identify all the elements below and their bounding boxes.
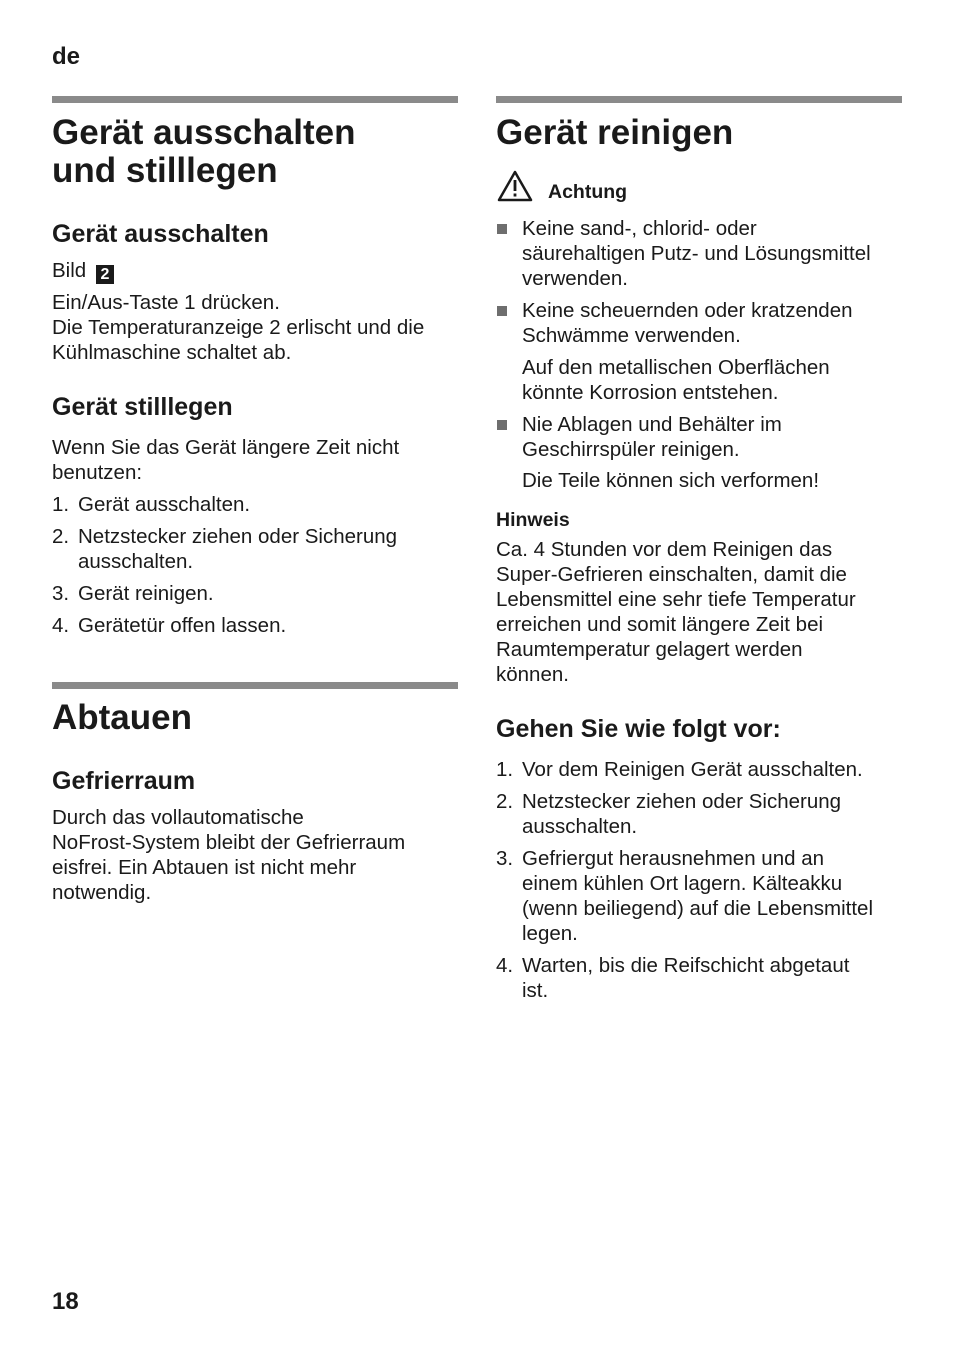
hint-text-line: erreichen und somit längere Zeit bei (496, 613, 824, 636)
body-text-line: Kühlmaschine schaltet ab. (52, 341, 292, 364)
list-item: legen. (522, 922, 578, 945)
section-title: Gerät reinigen (496, 113, 734, 152)
list-number: 3. (496, 847, 514, 870)
bullet-square-icon (497, 420, 507, 430)
hint-text-line: Lebensmittel eine sehr tiefe Temperatur (496, 588, 856, 611)
hint-text-line: Super-Gefrieren einschalten, damit die (496, 563, 847, 586)
section-rule (52, 96, 458, 103)
list-item: Gefriergut herausnehmen und an (522, 847, 825, 870)
body-text-line: Ein/Aus-Taste 1 drücken. (52, 291, 280, 314)
warning-triangle-icon (497, 170, 533, 202)
warning-label: Achtung (548, 181, 628, 203)
list-number: 4. (52, 614, 70, 637)
warning-item-line: Schwämme verwenden. (522, 324, 741, 347)
list-item: ausschalten. (78, 550, 194, 573)
section-title-line1: Gerät ausschalten (52, 113, 356, 152)
figure-reference (52, 258, 114, 284)
hint-label: Hinweis (496, 509, 570, 531)
body-text-line: eisfrei. Ein Abtauen ist nicht mehr (52, 856, 357, 879)
language-code: de (52, 43, 81, 70)
bullet-square-icon (497, 306, 507, 316)
list-number: 1. (496, 758, 514, 781)
list-number: 2. (52, 525, 70, 548)
list-item: Netzstecker ziehen oder Sicherung (522, 790, 842, 813)
warning-item-line: Nie Ablagen und Behälter im (522, 413, 782, 436)
warning-item-line: Keine scheuernden oder kratzenden (522, 299, 853, 322)
list-item: Gerätetür offen lassen. (78, 614, 287, 637)
subsection-heading: Gerät stilllegen (52, 393, 233, 421)
list-item: Gerät reinigen. (78, 582, 214, 605)
body-text-line: Durch das vollautomatische (52, 806, 304, 829)
list-item: einem kühlen Ort lagern. Kälteakku (522, 872, 843, 895)
body-text-line: Wenn Sie das Gerät längere Zeit nicht (52, 436, 400, 459)
warning-item-note: Die Teile können sich verformen! (522, 469, 820, 492)
list-number: 4. (496, 954, 514, 977)
list-item: Gerät ausschalten. (78, 493, 251, 516)
section-title-line2: und stilllegen (52, 151, 278, 190)
section-title: Abtauen (52, 698, 192, 737)
hint-text-line: können. (496, 663, 569, 686)
subsection-heading: Gehen Sie wie folgt vor: (496, 715, 781, 743)
list-number: 3. (52, 582, 70, 605)
body-text-line: NoFrost-System bleibt der Gefrierraum (52, 831, 406, 854)
bullet-square-icon (497, 224, 507, 234)
list-item: ausschalten. (522, 815, 638, 838)
subsection-heading: Gefrierraum (52, 767, 196, 795)
figure-ref-label: Bild (52, 259, 87, 282)
hint-text-line: Raumtemperatur gelagert werden (496, 638, 803, 661)
list-item: (wenn beiliegend) auf die Lebensmittel (522, 897, 874, 920)
list-item: Vor dem Reinigen Gerät ausschalten. (522, 758, 863, 781)
body-text-line: Die Temperaturanzeige 2 erlischt und die (52, 316, 425, 339)
section-rule (52, 682, 458, 689)
section-rule (496, 96, 902, 103)
warning-item-line: Geschirrspüler reinigen. (522, 438, 740, 461)
list-item: ist. (522, 979, 549, 1002)
page-number: 18 (52, 1288, 79, 1315)
hint-text-line: Ca. 4 Stunden vor dem Reinigen das (496, 538, 833, 561)
warning-item-line: Keine sand-, chlorid- oder (522, 217, 757, 240)
figure-number-badge: 2 (96, 265, 114, 284)
list-item: Netzstecker ziehen oder Sicherung (78, 525, 398, 548)
list-number: 2. (496, 790, 514, 813)
body-text-line: notwendig. (52, 881, 152, 904)
list-number: 1. (52, 493, 70, 516)
warning-item-note: könnte Korrosion entstehen. (522, 381, 779, 404)
warning-item-line: säurehaltigen Putz- und Lösungsmittel (522, 242, 871, 265)
list-item: Warten, bis die Reifschicht abgetaut (522, 954, 850, 977)
warning-item-note: Auf den metallischen Oberflächen (522, 356, 830, 379)
warning-item-line: verwenden. (522, 267, 628, 290)
body-text-line: benutzen: (52, 461, 143, 484)
subsection-heading: Gerät ausschalten (52, 220, 269, 248)
